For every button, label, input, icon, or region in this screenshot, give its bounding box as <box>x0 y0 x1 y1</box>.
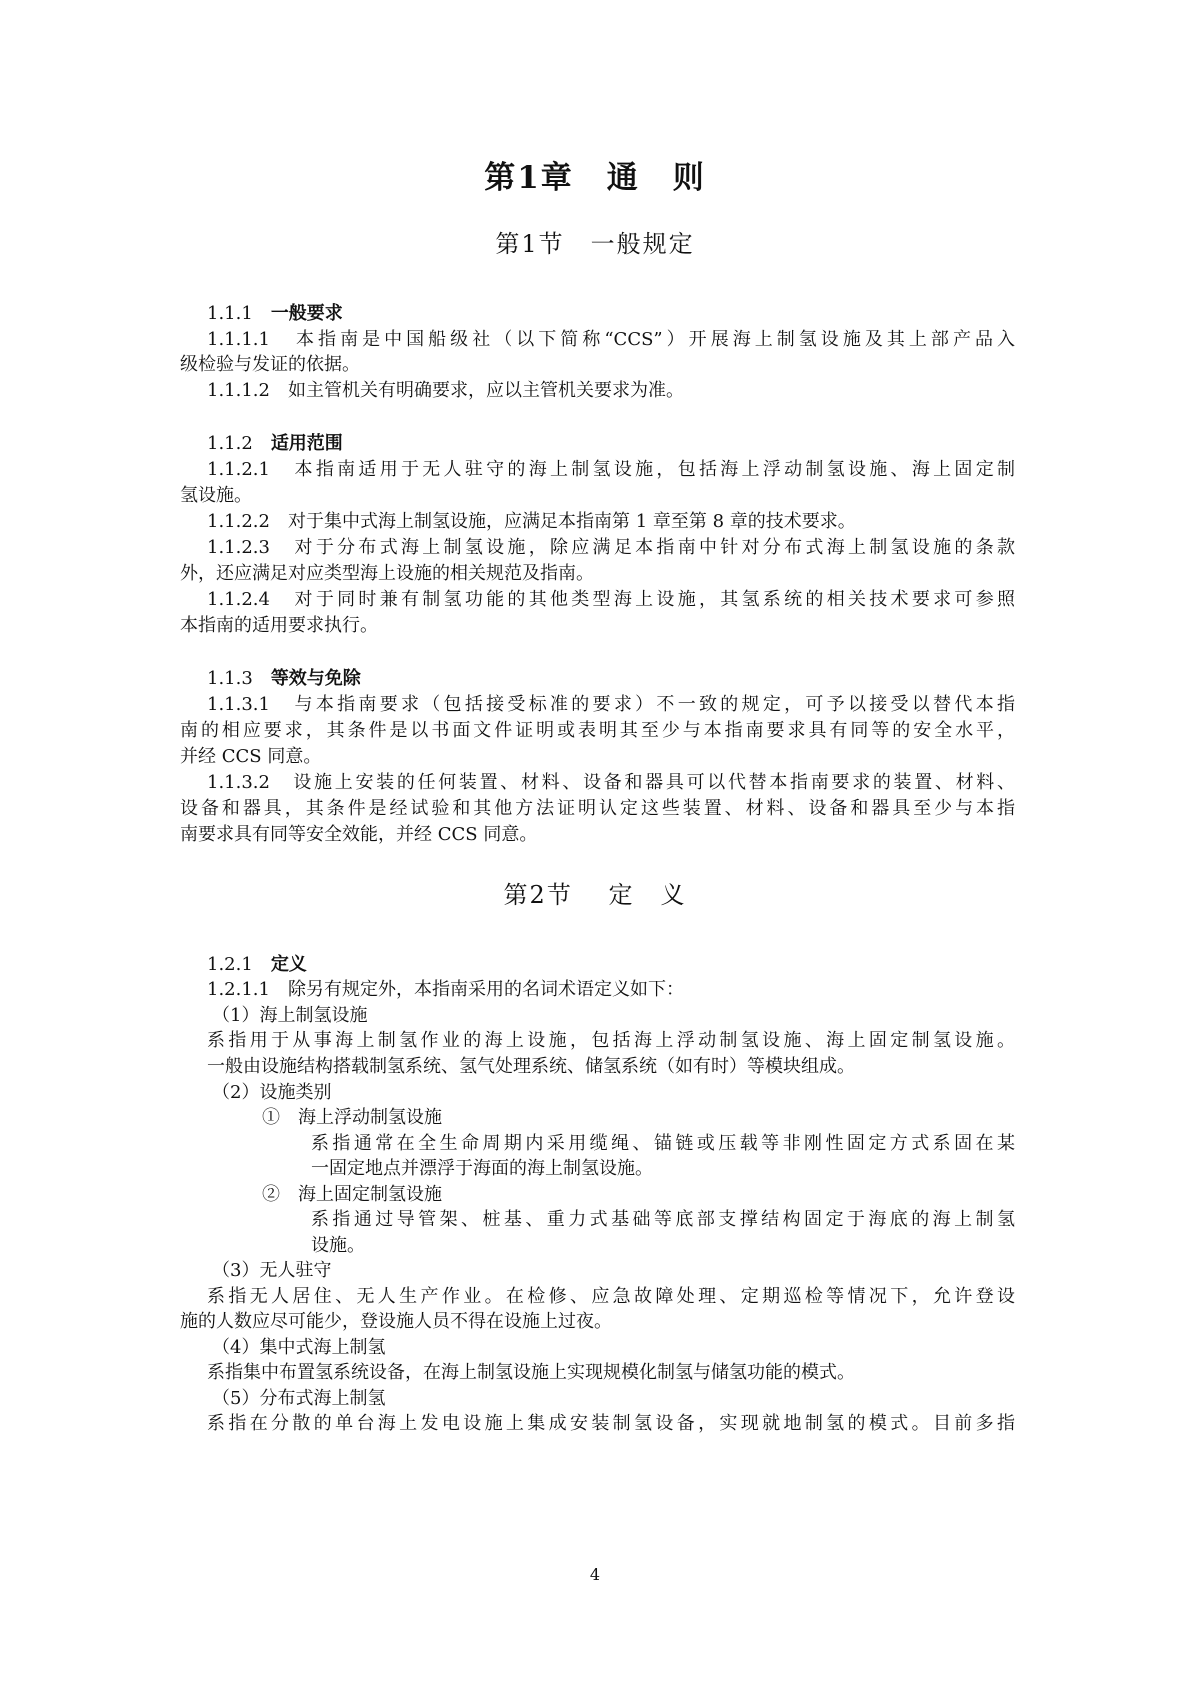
definition-5-title: （5）分布式海上制氢 <box>212 1388 386 1409</box>
paragraph-1-1-2-3-line1: 1.1.2.3 对于分布式海上制氢设施，除应满足本指南中针对分布式海上制氢设施的条款 <box>207 537 1015 558</box>
paragraph-1-1-2-3-line2: 外，还应满足对应类型海上设施的相关规范及指南。 <box>180 563 594 584</box>
paragraph-1-1-1-1-line2: 级检验与发证的依据。 <box>180 354 360 375</box>
definition-2b-line1: 系指通过导管架、桩基、重力式基础等底部支撑结构固定于海底的海上制氢 <box>311 1209 1015 1230</box>
definition-2a-title: ① 海上浮动制氢设施 <box>262 1107 442 1128</box>
definition-2a-line2: 一固定地点并漂浮于海面的海上制氢设施。 <box>311 1158 653 1179</box>
paragraph-1-1-3-2-line1: 1.1.3.2 设施上安装的任何装置、材料、设备和器具可以代替本指南要求的装置、材料、 <box>207 772 1015 793</box>
definition-2b-line2: 设施。 <box>311 1235 365 1256</box>
definition-2b-title: ② 海上固定制氢设施 <box>262 1184 442 1205</box>
paragraph-1-1-3-2-line2: 设备和器具，其条件是经试验和其他方法证明认定这些装置、材料、设备和器具至少与本指 <box>180 798 1015 819</box>
paragraph-1-1-3-1-line1: 1.1.3.1 与本指南要求（包括接受标准的要求）不一致的规定，可予以接受以替代本指 <box>207 694 1015 715</box>
paragraph-1-2-1-1: 1.2.1.1 除另有规定外，本指南采用的名词术语定义如下： <box>207 979 684 1000</box>
page-number: 4 <box>589 1565 601 1584</box>
paragraph-1-1-1-2: 1.1.1.2 如主管机关有明确要求，应以主管机关要求为准。 <box>207 380 684 401</box>
definition-1-title: （1）海上制氢设施 <box>212 1005 368 1026</box>
heading-1-1-1 <box>207 302 343 326</box>
paragraph-1-1-3-1-line3: 并经 CCS 同意。 <box>180 746 322 767</box>
heading-number: 1.2.1 <box>207 954 253 975</box>
heading-1-1-3 <box>207 667 361 691</box>
definition-4-title: （4）集中式海上制氢 <box>212 1337 386 1358</box>
paragraph-1-1-1-1-line1: 1.1.1.1 本指南是中国船级社（以下简称“CCS”）开展海上制氢设施及其上部产品入 <box>207 329 1015 350</box>
definition-3-line2: 施的人数应尽可能少，登设施人员不得在设施上过夜。 <box>180 1311 612 1332</box>
paragraph-1-1-2-1-line1: 1.1.2.1 本指南适用于无人驻守的海上制氢设施，包括海上浮动制氢设施、海上固定制 <box>207 459 1015 480</box>
definition-3-line1: 系指无人居住、无人生产作业。在检修、应急故障处理、定期巡检等情况下，允许登设 <box>207 1286 1015 1307</box>
definition-3-title: （3）无人驻守 <box>212 1260 332 1281</box>
definition-1-line2: 一般由设施结构搭载制氢系统、氢气处理系统、储氢系统（如有时）等模块组成。 <box>207 1056 855 1077</box>
section-title-2: 第2节 定 义 <box>503 881 687 909</box>
paragraph-1-1-3-2-line3: 南要求具有同等安全效能，并经 CCS 同意。 <box>180 824 538 845</box>
definition-2a-line1: 系指通常在全生命周期内采用缆绳、锚链或压载等非刚性固定方式系固在某 <box>311 1133 1015 1154</box>
section-title-1: 第1节 一般规定 <box>495 230 695 258</box>
definition-4-line1: 系指集中布置氢系统设备，在海上制氢设施上实现规模化制氢与储氢功能的模式。 <box>207 1362 855 1383</box>
heading-text: 适用范围 <box>270 433 343 454</box>
definition-5-line1: 系指在分散的单台海上发电设施上集成安装制氢设备，实现就地制氢的模式。目前多指 <box>207 1413 1015 1434</box>
heading-text: 一般要求 <box>270 303 343 324</box>
definition-1-line1: 系指用于从事海上制氢作业的海上设施，包括海上浮动制氢设施、海上固定制氢设施。 <box>207 1030 1015 1051</box>
heading-number: 1.1.3 <box>207 668 253 689</box>
definition-2-title: （2）设施类别 <box>212 1082 332 1103</box>
heading-1-1-2 <box>207 432 343 456</box>
paragraph-1-1-3-1-line2: 南的相应要求，其条件是以书面文件证明或表明其至少与本指南要求具有同等的安全水平， <box>180 720 1015 741</box>
heading-number: 1.1.2 <box>207 433 253 454</box>
paragraph-1-1-2-4-line1: 1.1.2.4 对于同时兼有制氢功能的其他类型海上设施，其氢系统的相关技术要求可参照 <box>207 589 1015 610</box>
heading-1-2-1 <box>207 953 307 977</box>
heading-text: 定义 <box>270 954 307 975</box>
chapter-title: 第1章 通 则 <box>484 160 706 196</box>
heading-text: 等效与免除 <box>270 668 361 689</box>
paragraph-1-1-2-4-line2: 本指南的适用要求执行。 <box>180 615 378 636</box>
heading-number: 1.1.1 <box>207 303 253 324</box>
paragraph-1-1-2-1-line2: 氢设施。 <box>180 485 252 506</box>
paragraph-1-1-2-2: 1.1.2.2 对于集中式海上制氢设施，应满足本指南第 1 章至第 8 章的技术要求。 <box>207 511 856 532</box>
